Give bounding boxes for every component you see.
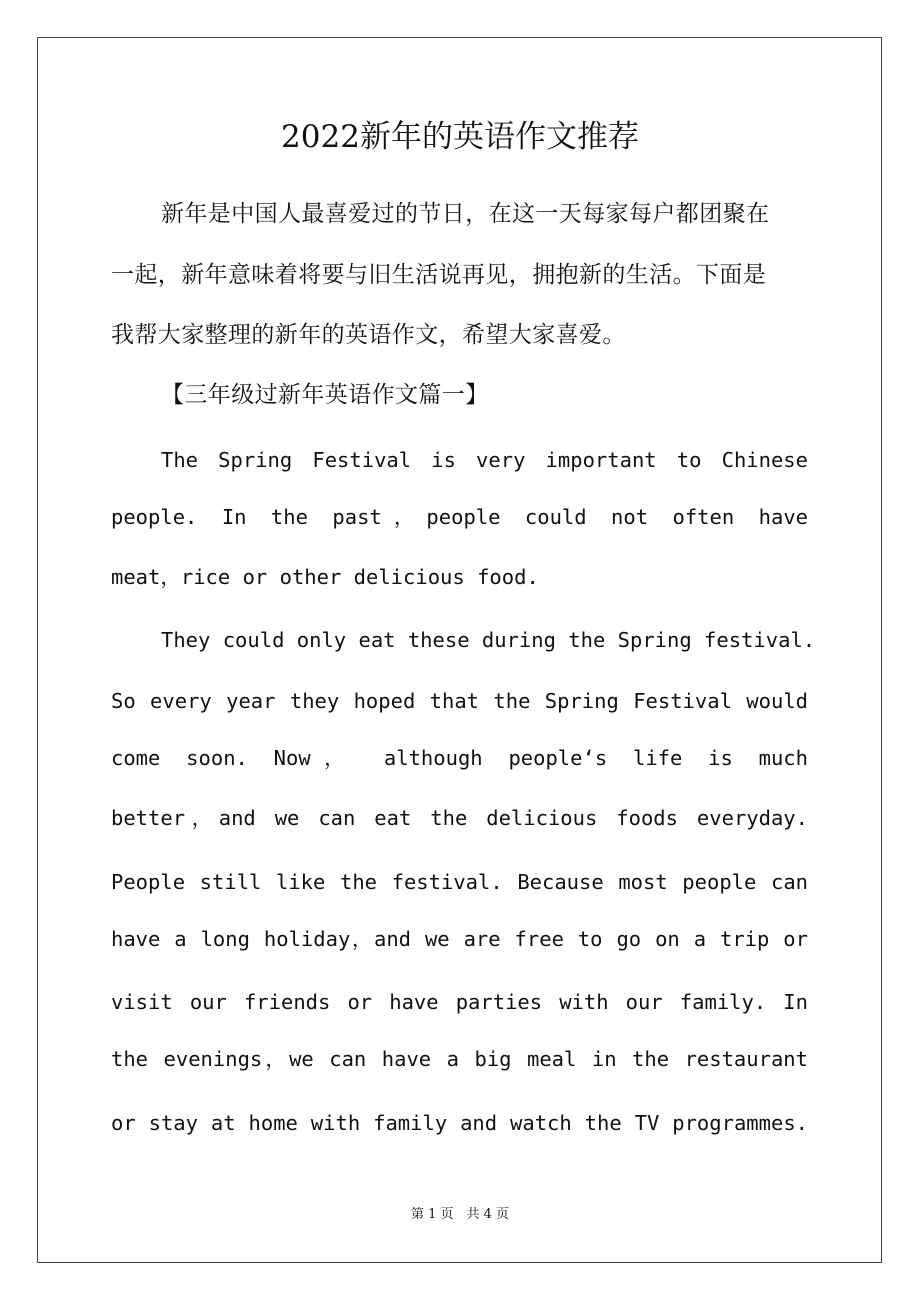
paragraph-line: People still like the festival. Because most people can	[111, 870, 808, 894]
document-title: 2022新年的英语作文推荐	[281, 119, 639, 155]
paragraph-line: So every year they hoped that the Spring Festival would	[111, 689, 808, 713]
paragraph-line: meat，rice or other delicious food.	[111, 565, 539, 589]
paragraph-line: They could only eat these during the Spring festival.	[161, 628, 816, 652]
paragraph-line: come soon. Now， although people‘s life is much	[111, 746, 808, 770]
paragraph-line: better，and we can eat the delicious foods everyday.	[111, 806, 808, 830]
paragraph-line: the evenings，we can have a big meal in the restaurant	[111, 1047, 808, 1071]
paragraph-line: have a long holiday，and we are free to go on a trip or	[111, 927, 808, 951]
intro-line: 一起，新年意味着将要与旧生活说再见，拥抱新的生活。下面是	[111, 262, 767, 288]
intro-line: 新年是中国人最喜爱过的节日，在这一天每家每户都团聚在	[161, 201, 770, 227]
paragraph-line: The Spring Festival is very important to Chinese	[161, 448, 808, 472]
page-number-footer: 第 1 页 共 4 页	[410, 1207, 510, 1222]
paragraph-line: people. In the past，people could not often have	[111, 505, 808, 529]
paragraph-line: or stay at home with family and watch the TV programmes.	[111, 1111, 808, 1135]
intro-line: 我帮大家整理的新年的英语作文，希望大家喜爱。	[111, 322, 626, 348]
paragraph-line: visit our friends or have parties with our family. In	[111, 990, 808, 1014]
section-heading: 【三年级过新年英语作文篇一】	[161, 382, 489, 408]
